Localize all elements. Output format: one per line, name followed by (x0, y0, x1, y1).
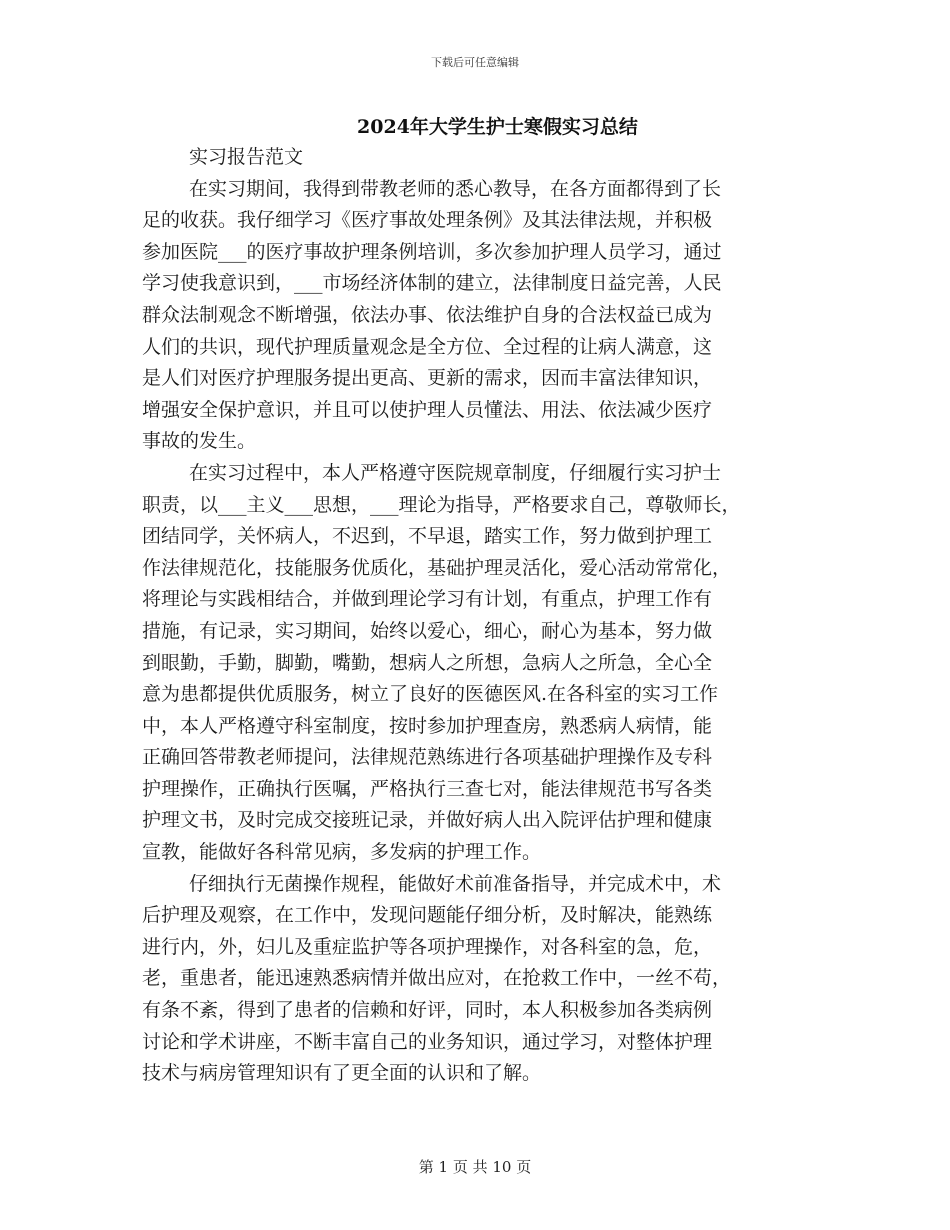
text-line: 到眼勤，手勤，脚勤，嘴勤，想病人之所想，急病人之所急，全心全 (142, 651, 713, 674)
header-note: 下载后可任意编辑 (431, 56, 519, 69)
text-line: 足的收获。我仔细学习《医疗事故处理条例》及其法律法规，并积极 (142, 209, 713, 232)
text-line: 后护理及观察，在工作中，发现问题能仔细分析，及时解决，能熟练 (142, 904, 713, 927)
text-line: 护理文书，及时完成交接班记录，并做好病人出入院评估护理和健康 (142, 809, 713, 832)
page-footer: 第 1 页 共 10 页 (418, 1158, 532, 1176)
text-line: 有条不紊，得到了患者的信赖和好评，同时，本人积极参加各类病例 (142, 999, 713, 1022)
text-line: 讨论和学术讲座，不断丰富自己的业务知识，通过学习，对整体护理 (142, 1030, 713, 1053)
text-line: 是人们对医疗护理服务提出更高、更新的需求，因而丰富法律知识， (142, 367, 713, 390)
text-line: 学习使我意识到，___市场经济体制的建立，法律制度日益完善，人民 (142, 272, 722, 295)
text-line: 意为患都提供优质服务，树立了良好的医德医风.在各科室的实习工作 (142, 683, 719, 706)
text-line: 增强安全保护意识，并且可以使护理人员懂法、用法、依法减少医疗 (142, 398, 713, 421)
text-line: 在实习期间，我得到带教老师的悉心教导，在各方面都得到了长 (189, 177, 722, 200)
text-line: 仔细执行无菌操作规程，能做好术前准备指导，并完成术中，术 (189, 872, 722, 895)
text-line: 职责，以___主义___思想，___理论为指导，严格要求自己，尊敬师长， (142, 493, 741, 516)
text-line: 技术与病房管理知识有了更全面的认识和了解。 (142, 1062, 542, 1085)
text-line: 进行内，外，妇儿及重症监护等各项护理操作，对各科室的急，危， (142, 935, 713, 958)
text-line: 老，重患者，能迅速熟悉病情并做出应对，在抢救工作中，一丝不苟， (142, 967, 732, 990)
document-body (142, 142, 810, 1090)
text-line: 中，本人严格遵守科室制度，按时参加护理查房，熟悉病人病情，能 (142, 714, 713, 737)
text-line: 措施，有记录，实习期间，始终以爱心，细心，耐心为基本，努力做 (142, 619, 713, 642)
text-line: 人们的共识，现代护理质量观念是全方位、全过程的让病人满意，这 (142, 335, 713, 358)
text-line: 作法律规范化，技能服务优质化，基础护理灵活化，爱心活动常常化， (142, 556, 732, 579)
text-line: 事故的发生。 (142, 430, 257, 453)
text-line: 宣教，能做好各科常见病，多发病的护理工作。 (142, 841, 542, 864)
document-title: 2024年大学生护士寒假实习总结 (357, 116, 638, 138)
text-line: 在实习过程中，本人严格遵守医院规章制度，仔细履行实习护士 (189, 461, 722, 484)
text-line: 实习报告范文 (189, 146, 304, 168)
text-line: 将理论与实践相结合，并做到理论学习有计划，有重点，护理工作有 (142, 588, 713, 611)
text-line: 正确回答带教老师提问，法律规范熟练进行各项基础护理操作及专科 (142, 746, 713, 769)
text-line: 参加医院___的医疗事故护理条例培训，多次参加护理人员学习，通过 (142, 240, 722, 263)
text-line: 护理操作，正确执行医嘱，严格执行三查七对，能法律规范书写各类 (142, 777, 713, 800)
text-line: 群众法制观念不断增强，依法办事、依法维护自身的合法权益已成为 (142, 303, 713, 326)
text-line: 团结同学，关怀病人，不迟到，不早退，踏实工作，努力做到护理工 (142, 525, 713, 548)
